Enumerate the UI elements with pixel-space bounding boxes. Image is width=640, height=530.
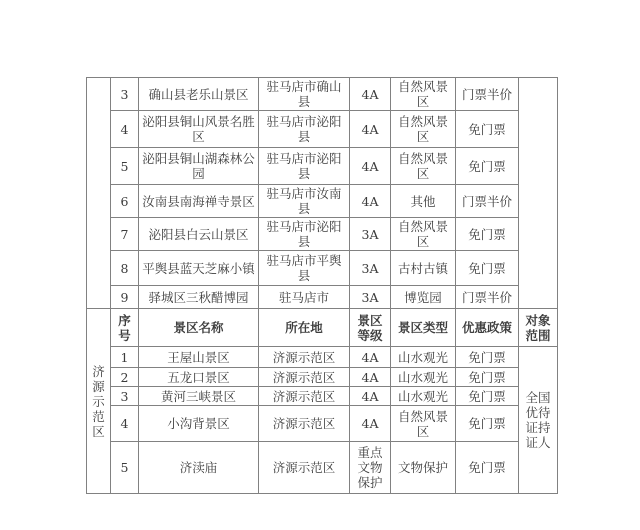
table-row: [87, 78, 558, 111]
cell-type: 自然风景区: [391, 78, 456, 111]
cell-grade: 重点文物保护: [350, 442, 391, 494]
table-row: [87, 368, 558, 387]
table-header-row: [87, 309, 558, 347]
cell-name: 小沟背景区: [139, 406, 259, 442]
cell-policy: 免门票: [456, 347, 519, 368]
table-row: [87, 406, 558, 442]
cell-policy: 门票半价: [456, 185, 519, 218]
cell-grade: 4A: [350, 78, 391, 111]
cell-name: 确山县老乐山景区: [139, 78, 259, 111]
cell-no: 9: [111, 286, 139, 309]
table-row: [87, 111, 558, 148]
cell-type: 古村古镇: [391, 251, 456, 286]
table-row: [87, 251, 558, 286]
cell-type: 博览园: [391, 286, 456, 309]
cell-type: 文物保护: [391, 442, 456, 494]
scope-holders-cell: 全国优待证持证人: [519, 347, 558, 494]
cell-type: 其他: [391, 185, 456, 218]
cell-no: 1: [111, 347, 139, 368]
cell-grade: 3A: [350, 218, 391, 251]
cell-grade: 4A: [350, 347, 391, 368]
cell-name: 驿城区三秋醋博园: [139, 286, 259, 309]
cell-policy: 免门票: [456, 387, 519, 406]
cell-name: 王屋山景区: [139, 347, 259, 368]
cell-location: 驻马店市泌阳县: [259, 148, 350, 185]
cell-grade: 4A: [350, 368, 391, 387]
cell-grade: 4A: [350, 406, 391, 442]
cell-no: 4: [111, 111, 139, 148]
cell-location: 济源示范区: [259, 347, 350, 368]
table-row: [87, 148, 558, 185]
table-row: [87, 387, 558, 406]
cell-location: 驻马店市泌阳县: [259, 111, 350, 148]
cell-policy: 免门票: [456, 218, 519, 251]
table-row: [87, 347, 558, 368]
header-no: 序号: [111, 309, 139, 347]
cell-no: 4: [111, 406, 139, 442]
table-row: [87, 286, 558, 309]
cell-policy: 免门票: [456, 111, 519, 148]
cell-name: 汝南县南海禅寺景区: [139, 185, 259, 218]
header-name: 景区名称: [139, 309, 259, 347]
cell-policy: 门票半价: [456, 78, 519, 111]
cell-no: 5: [111, 442, 139, 494]
cell-grade: 4A: [350, 148, 391, 185]
cell-location: 济源示范区: [259, 387, 350, 406]
cell-name: 泌阳县铜山湖森林公园: [139, 148, 259, 185]
cell-policy: 免门票: [456, 406, 519, 442]
cell-grade: 4A: [350, 387, 391, 406]
cell-no: 5: [111, 148, 139, 185]
header-location: 所在地: [259, 309, 350, 347]
cell-grade: 4A: [350, 185, 391, 218]
header-policy: 优惠政策: [456, 309, 519, 347]
cell-type: 山水观光: [391, 387, 456, 406]
cell-location: 驻马店市汝南县: [259, 185, 350, 218]
cell-name: 平舆县蓝天芝麻小镇: [139, 251, 259, 286]
cell-no: 3: [111, 78, 139, 111]
scope-cell-empty: [519, 78, 558, 309]
cell-no: 8: [111, 251, 139, 286]
table-row: [87, 442, 558, 494]
cell-policy: 门票半价: [456, 286, 519, 309]
cell-location: 济源示范区: [259, 406, 350, 442]
cell-name: 黄河三峡景区: [139, 387, 259, 406]
scenic-area-discount-table: [86, 77, 558, 494]
cell-location: 驻马店市: [259, 286, 350, 309]
header-type: 景区类型: [391, 309, 456, 347]
cell-type: 自然风景区: [391, 218, 456, 251]
cell-policy: 免门票: [456, 442, 519, 494]
cell-grade: 3A: [350, 251, 391, 286]
group-cell-empty: [87, 78, 111, 309]
cell-location: 济源示范区: [259, 442, 350, 494]
cell-location: 济源示范区: [259, 368, 350, 387]
cell-type: 自然风景区: [391, 111, 456, 148]
cell-name: 泌阳县白云山景区: [139, 218, 259, 251]
cell-no: 3: [111, 387, 139, 406]
cell-no: 6: [111, 185, 139, 218]
cell-type: 自然风景区: [391, 406, 456, 442]
cell-location: 驻马店市确山县: [259, 78, 350, 111]
cell-no: 7: [111, 218, 139, 251]
header-grade: 景区等级: [350, 309, 391, 347]
cell-grade: 4A: [350, 111, 391, 148]
cell-policy: 免门票: [456, 251, 519, 286]
cell-policy: 免门票: [456, 148, 519, 185]
cell-type: 山水观光: [391, 347, 456, 368]
cell-location: 驻马店市平舆县: [259, 251, 350, 286]
cell-name: 五龙口景区: [139, 368, 259, 387]
cell-type: 自然风景区: [391, 148, 456, 185]
cell-type: 山水观光: [391, 368, 456, 387]
cell-policy: 免门票: [456, 368, 519, 387]
table-row: [87, 185, 558, 218]
cell-location: 驻马店市泌阳县: [259, 218, 350, 251]
cell-no: 2: [111, 368, 139, 387]
cell-grade: 3A: [350, 286, 391, 309]
table-row: [87, 218, 558, 251]
cell-name: 泌阳县铜山风景名胜区: [139, 111, 259, 148]
cell-name: 济渎庙: [139, 442, 259, 494]
header-scope: 对象范围: [519, 309, 558, 347]
group-label-jiyuan: 济源示范区: [87, 309, 111, 494]
